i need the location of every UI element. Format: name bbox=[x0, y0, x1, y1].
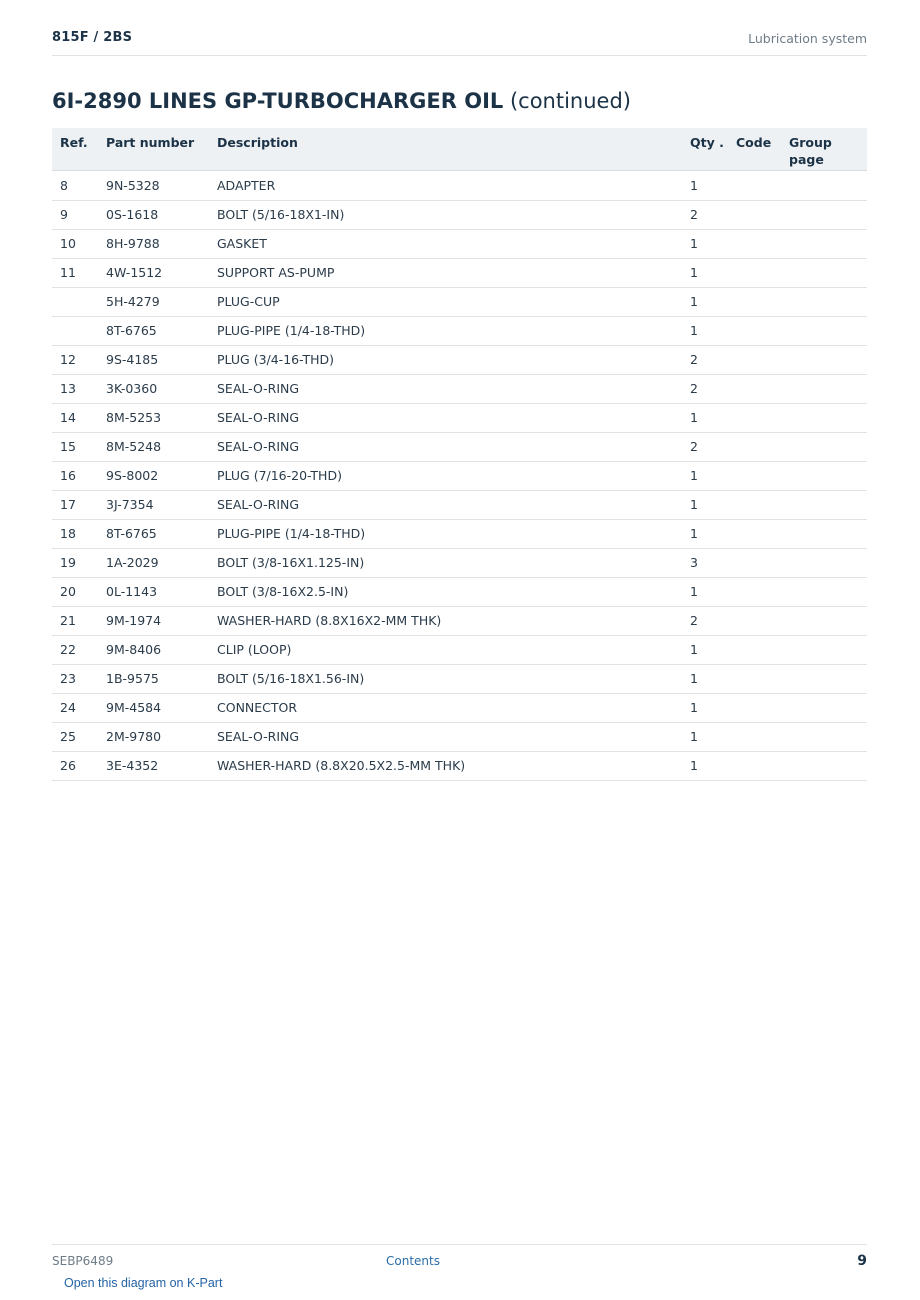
cell-ref: 19 bbox=[52, 548, 98, 577]
table-row bbox=[52, 287, 867, 316]
cell-ref bbox=[52, 287, 98, 316]
cell-qty: 1 bbox=[682, 722, 728, 751]
cell-group-page bbox=[781, 403, 867, 432]
cell-part-number: 9M-4584 bbox=[98, 693, 209, 722]
cell-part-number: 9M-1974 bbox=[98, 606, 209, 635]
table-row bbox=[52, 374, 867, 403]
cell-code bbox=[728, 258, 781, 287]
table-row bbox=[52, 461, 867, 490]
column-header-group-page: Group page bbox=[781, 128, 867, 170]
cell-ref: 18 bbox=[52, 519, 98, 548]
table-row bbox=[52, 170, 867, 200]
cell-description: PLUG (3/4-16-THD) bbox=[209, 345, 682, 374]
cell-description: SEAL-O-RING bbox=[209, 374, 682, 403]
cell-description: CLIP (LOOP) bbox=[209, 635, 682, 664]
table-row bbox=[52, 664, 867, 693]
cell-description: WASHER-HARD (8.8X16X2-MM THK) bbox=[209, 606, 682, 635]
contents-link[interactable]: Contents bbox=[386, 1254, 440, 1268]
cell-group-page bbox=[781, 664, 867, 693]
column-header-qty: Qty . bbox=[682, 128, 728, 170]
cell-code bbox=[728, 374, 781, 403]
table-row bbox=[52, 635, 867, 664]
cell-group-page bbox=[781, 722, 867, 751]
cell-ref: 24 bbox=[52, 693, 98, 722]
cell-group-page bbox=[781, 374, 867, 403]
cell-code bbox=[728, 519, 781, 548]
cell-group-page bbox=[781, 461, 867, 490]
cell-group-page bbox=[781, 200, 867, 229]
cell-qty: 1 bbox=[682, 287, 728, 316]
cell-part-number: 9N-5328 bbox=[98, 170, 209, 200]
column-header-part-number: Part number bbox=[98, 128, 209, 170]
table-row bbox=[52, 606, 867, 635]
table-row bbox=[52, 229, 867, 258]
model-label: 815F / 2BS bbox=[52, 30, 133, 45]
cell-ref: 10 bbox=[52, 229, 98, 258]
column-header-ref: Ref. bbox=[52, 128, 98, 170]
cell-qty: 1 bbox=[682, 693, 728, 722]
cell-qty: 3 bbox=[682, 548, 728, 577]
cell-ref: 20 bbox=[52, 577, 98, 606]
cell-qty: 2 bbox=[682, 345, 728, 374]
cell-group-page bbox=[781, 287, 867, 316]
cell-description: SEAL-O-RING bbox=[209, 722, 682, 751]
cell-description: ADAPTER bbox=[209, 170, 682, 200]
cell-part-number: 1A-2029 bbox=[98, 548, 209, 577]
open-kpart-link[interactable]: Open this diagram on K-Part bbox=[64, 1276, 223, 1290]
cell-qty: 2 bbox=[682, 374, 728, 403]
cell-ref: 25 bbox=[52, 722, 98, 751]
cell-code bbox=[728, 490, 781, 519]
table-row bbox=[52, 519, 867, 548]
cell-ref: 8 bbox=[52, 170, 98, 200]
cell-ref: 11 bbox=[52, 258, 98, 287]
cell-description: SEAL-O-RING bbox=[209, 432, 682, 461]
cell-part-number: 3K-0360 bbox=[98, 374, 209, 403]
cell-group-page bbox=[781, 635, 867, 664]
cell-code bbox=[728, 635, 781, 664]
cell-ref: 13 bbox=[52, 374, 98, 403]
section-label: Lubrication system bbox=[748, 31, 867, 46]
cell-code bbox=[728, 751, 781, 780]
table-row bbox=[52, 693, 867, 722]
cell-qty: 1 bbox=[682, 751, 728, 780]
cell-group-page bbox=[781, 577, 867, 606]
cell-qty: 1 bbox=[682, 490, 728, 519]
cell-qty: 2 bbox=[682, 200, 728, 229]
cell-group-page bbox=[781, 432, 867, 461]
cell-code bbox=[728, 606, 781, 635]
cell-part-number: 8T-6765 bbox=[98, 316, 209, 345]
cell-code bbox=[728, 693, 781, 722]
cell-part-number: 8H-9788 bbox=[98, 229, 209, 258]
cell-qty: 1 bbox=[682, 519, 728, 548]
cell-code bbox=[728, 170, 781, 200]
cell-ref: 22 bbox=[52, 635, 98, 664]
document-id: SEBP6489 bbox=[52, 1254, 114, 1268]
table-row bbox=[52, 751, 867, 780]
cell-group-page bbox=[781, 170, 867, 200]
cell-part-number: 0L-1143 bbox=[98, 577, 209, 606]
table-row bbox=[52, 490, 867, 519]
parts-table bbox=[52, 128, 867, 781]
cell-group-page bbox=[781, 606, 867, 635]
cell-qty: 1 bbox=[682, 577, 728, 606]
cell-qty: 1 bbox=[682, 258, 728, 287]
cell-group-page bbox=[781, 316, 867, 345]
cell-part-number: 8T-6765 bbox=[98, 519, 209, 548]
title-main: 6I-2890 LINES GP-TURBOCHARGER OIL bbox=[52, 89, 504, 113]
cell-part-number: 8M-5248 bbox=[98, 432, 209, 461]
cell-qty: 1 bbox=[682, 461, 728, 490]
cell-code bbox=[728, 461, 781, 490]
cell-part-number: 2M-9780 bbox=[98, 722, 209, 751]
cell-ref bbox=[52, 316, 98, 345]
column-header-description: Description bbox=[209, 128, 682, 170]
cell-code bbox=[728, 287, 781, 316]
table-row bbox=[52, 316, 867, 345]
cell-ref: 9 bbox=[52, 200, 98, 229]
cell-description: SUPPORT AS-PUMP bbox=[209, 258, 682, 287]
cell-description: CONNECTOR bbox=[209, 693, 682, 722]
cell-ref: 12 bbox=[52, 345, 98, 374]
cell-code bbox=[728, 577, 781, 606]
page-footer bbox=[52, 1244, 867, 1275]
cell-group-page bbox=[781, 693, 867, 722]
cell-description: PLUG (7/16-20-THD) bbox=[209, 461, 682, 490]
cell-code bbox=[728, 200, 781, 229]
cell-code bbox=[728, 316, 781, 345]
cell-qty: 1 bbox=[682, 664, 728, 693]
cell-part-number: 0S-1618 bbox=[98, 200, 209, 229]
cell-group-page bbox=[781, 258, 867, 287]
table-header-row bbox=[52, 128, 867, 170]
table-row bbox=[52, 577, 867, 606]
cell-code bbox=[728, 432, 781, 461]
column-header-code: Code bbox=[728, 128, 781, 170]
table-row bbox=[52, 258, 867, 287]
cell-part-number: 1B-9575 bbox=[98, 664, 209, 693]
cell-group-page bbox=[781, 548, 867, 577]
cell-ref: 15 bbox=[52, 432, 98, 461]
cell-description: PLUG-PIPE (1/4-18-THD) bbox=[209, 519, 682, 548]
cell-code bbox=[728, 722, 781, 751]
cell-code bbox=[728, 345, 781, 374]
cell-part-number: 3E-4352 bbox=[98, 751, 209, 780]
cell-qty: 2 bbox=[682, 606, 728, 635]
cell-ref: 23 bbox=[52, 664, 98, 693]
cell-description: SEAL-O-RING bbox=[209, 403, 682, 432]
table-row bbox=[52, 548, 867, 577]
cell-part-number: 9M-8406 bbox=[98, 635, 209, 664]
cell-ref: 21 bbox=[52, 606, 98, 635]
cell-group-page bbox=[781, 519, 867, 548]
cell-ref: 17 bbox=[52, 490, 98, 519]
cell-description: PLUG-PIPE (1/4-18-THD) bbox=[209, 316, 682, 345]
cell-group-page bbox=[781, 751, 867, 780]
title-suffix: (continued) bbox=[509, 89, 631, 113]
cell-qty: 1 bbox=[682, 229, 728, 258]
cell-ref: 14 bbox=[52, 403, 98, 432]
table-row bbox=[52, 200, 867, 229]
cell-qty: 2 bbox=[682, 432, 728, 461]
cell-qty: 1 bbox=[682, 316, 728, 345]
table-row bbox=[52, 345, 867, 374]
cell-description: PLUG-CUP bbox=[209, 287, 682, 316]
page-title bbox=[52, 89, 631, 113]
cell-part-number: 8M-5253 bbox=[98, 403, 209, 432]
cell-description: BOLT (5/16-18X1.56-IN) bbox=[209, 664, 682, 693]
cell-part-number: 9S-8002 bbox=[98, 461, 209, 490]
cell-qty: 1 bbox=[682, 635, 728, 664]
cell-description: WASHER-HARD (8.8X20.5X2.5-MM THK) bbox=[209, 751, 682, 780]
table-row bbox=[52, 432, 867, 461]
cell-qty: 1 bbox=[682, 170, 728, 200]
cell-ref: 26 bbox=[52, 751, 98, 780]
cell-code bbox=[728, 664, 781, 693]
cell-part-number: 4W-1512 bbox=[98, 258, 209, 287]
cell-code bbox=[728, 229, 781, 258]
cell-group-page bbox=[781, 229, 867, 258]
page-number: 9 bbox=[857, 1253, 867, 1269]
cell-qty: 1 bbox=[682, 403, 728, 432]
cell-description: SEAL-O-RING bbox=[209, 490, 682, 519]
table-row bbox=[52, 722, 867, 751]
cell-code bbox=[728, 548, 781, 577]
cell-group-page bbox=[781, 490, 867, 519]
page-header bbox=[52, 28, 867, 56]
cell-part-number: 9S-4185 bbox=[98, 345, 209, 374]
cell-description: BOLT (3/8-16X1.125-IN) bbox=[209, 548, 682, 577]
cell-group-page bbox=[781, 345, 867, 374]
cell-part-number: 5H-4279 bbox=[98, 287, 209, 316]
cell-description: BOLT (5/16-18X1-IN) bbox=[209, 200, 682, 229]
table-row bbox=[52, 403, 867, 432]
cell-ref: 16 bbox=[52, 461, 98, 490]
cell-part-number: 3J-7354 bbox=[98, 490, 209, 519]
cell-description: BOLT (3/8-16X2.5-IN) bbox=[209, 577, 682, 606]
cell-description: GASKET bbox=[209, 229, 682, 258]
cell-code bbox=[728, 403, 781, 432]
